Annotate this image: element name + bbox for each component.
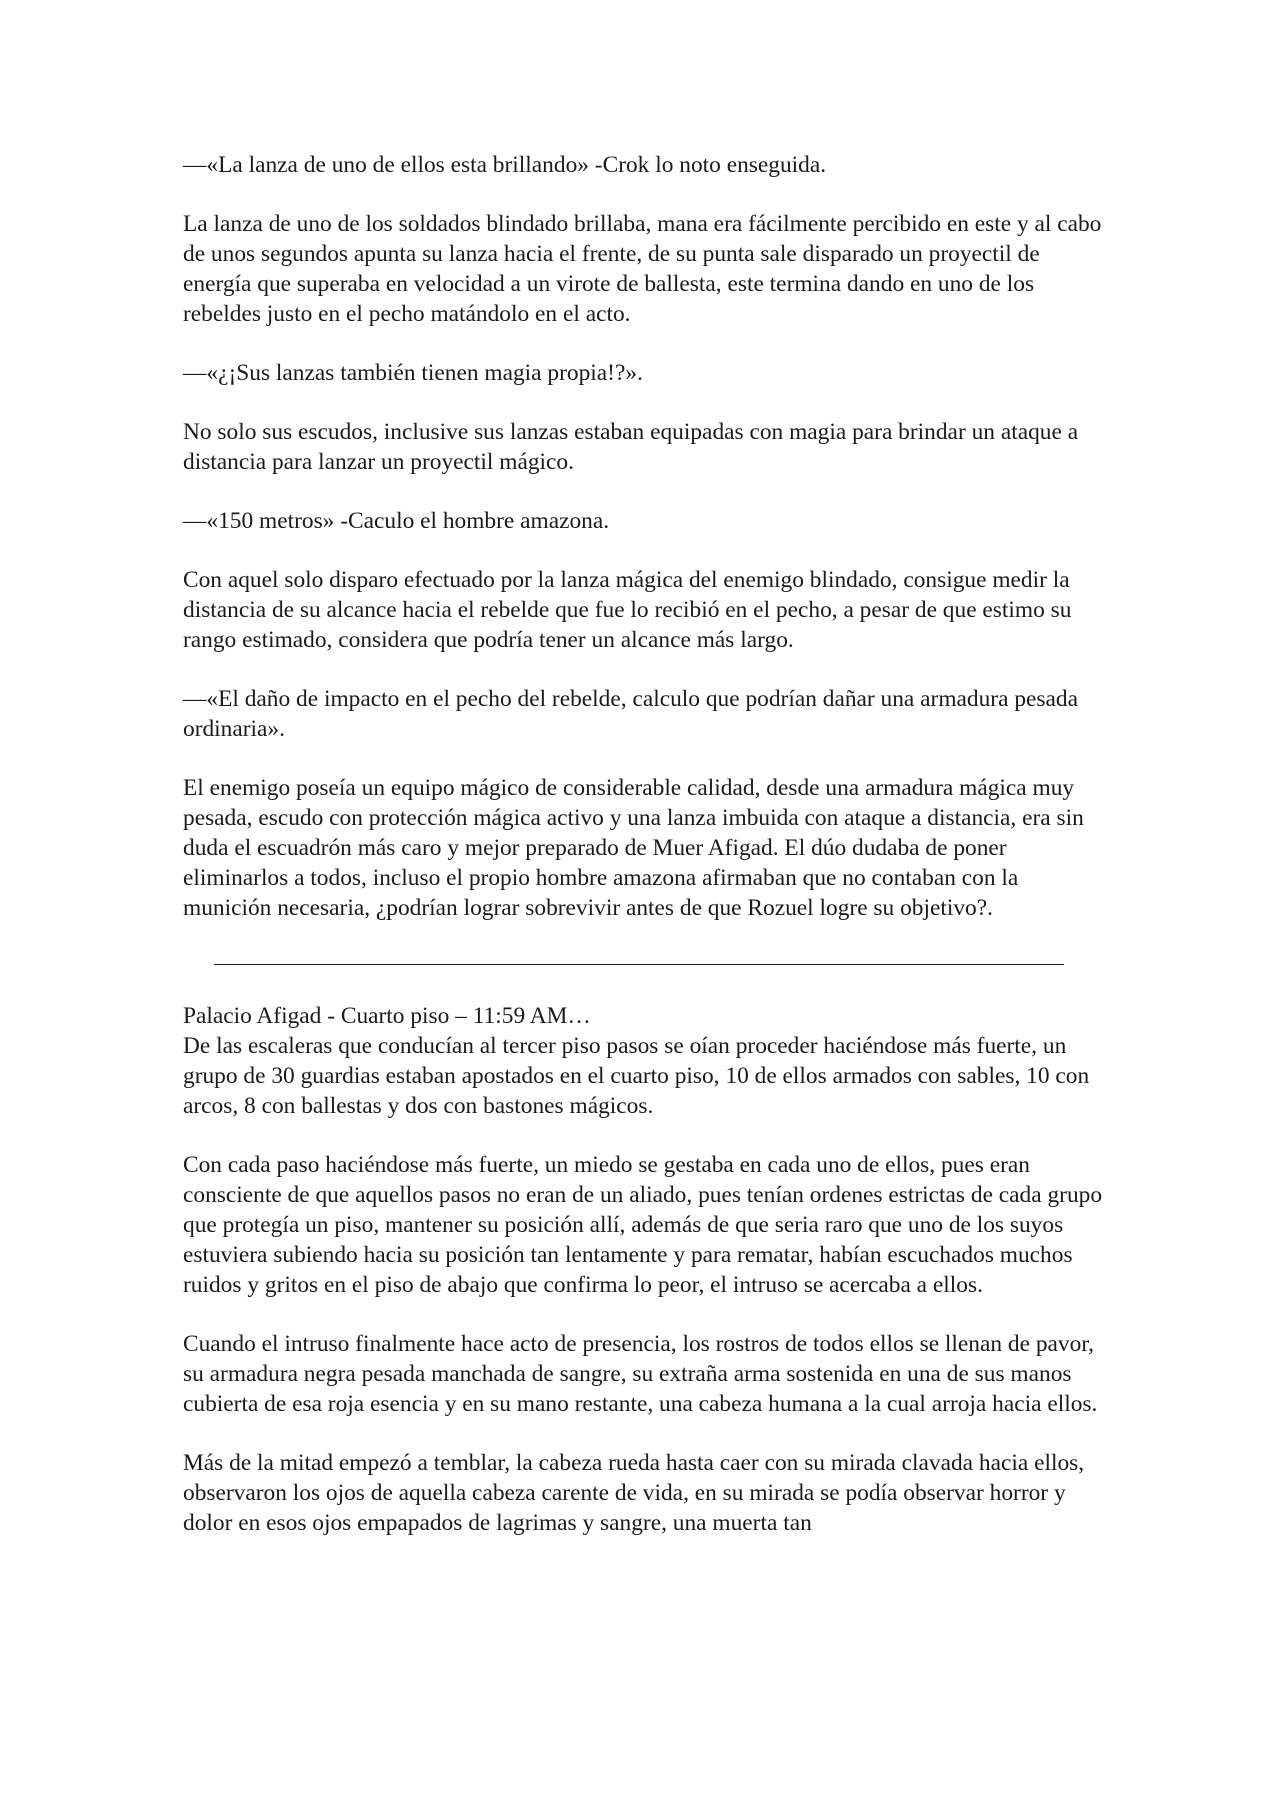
narrative-paragraph: Con cada paso haciéndose más fuerte, un miedo se gestaba en cada uno de ellos, pues eran consciente de que aquellos pasos no eran de un aliado, pues tenían ordenes estrictas de cada grupo que protegía un piso, mantener su posición allí, además de que seria raro que uno de los suyos estuviera subiendo hacia su posición tan lentamente y para rematar, habían escuchados muchos ruidos y gritos en el piso de abajo que confirma lo peor, el intruso se acercaba a ellos.: [183, 1152, 1103, 1298]
scene-heading: Palacio Afigad - Cuarto piso – 11:59 AM…: [183, 1003, 591, 1029]
section-divider: [214, 964, 1064, 965]
narrative-paragraph: El enemigo poseía un equipo mágico de considerable calidad, desde una armadura mágica muy pesada, escudo con protección mágica activo y una lanza imbuida con ataque a distancia, era sin duda el escuadrón más caro y mejor preparado de Muer Afigad. El dúo dudaba de poner eliminarlos a todos, incluso el propio hombre amazona afirmaban que no contaban con la munición necesaria, ¿podrían lograr sobrevivir antes de que Rozuel logre su objetivo?.: [183, 775, 1084, 921]
narrative-paragraph: De las escaleras que conducían al tercer piso pasos se oían proceder haciéndose más fuerte, un grupo de 30 guardias estaban apostados en el cuarto piso, 10 de ellos armados con sables, 10 con arcos, 8 con ballestas y dos con bastones mágicos.: [183, 1033, 1090, 1119]
narrative-paragraph: Más de la mitad empezó a temblar, la cabeza rueda hasta caer con su mirada clavada hacia ellos, observaron los ojos de aquella cabeza carente de vida, en su mirada se podía observar horror y dolor en esos ojos empapados de lagrimas y sangre, una muerta tan: [183, 1450, 1085, 1536]
narrative-paragraph: Con aquel solo disparo efectuado por la lanza mágica del enemigo blindado, consigue medir la distancia de su alcance hacia el rebelde que fue lo recibió en el pecho, a pesar de que estimo su rango estimado, considera que podría tener un alcance más largo.: [183, 567, 1072, 653]
narrative-paragraph: Cuando el intruso finalmente hace acto de presencia, los rostros de todos ellos se llenan de pavor, su armadura negra pesada manchada de sangre, su extraña arma sostenida en una de sus manos cubierta de esa roja esencia y en su mano restante, una cabeza humana a la cual arroja hacia ellos.: [183, 1331, 1098, 1417]
narrative-paragraph: No solo sus escudos, inclusive sus lanzas estaban equipadas con magia para brindar un ataque a distancia para lanzar un proyectil mágico.: [183, 419, 1079, 475]
dialogue-line: —«¿¡Sus lanzas también tienen magia propia!?».: [183, 360, 643, 386]
document-body: [183, 150, 1103, 1538]
dialogue-line: —«La lanza de uno de ellos esta brillando» -Crok lo noto enseguida.: [183, 152, 827, 178]
narrative-paragraph: La lanza de uno de los soldados blindado brillaba, mana era fácilmente percibido en este y al cabo de unos segundos apunta su lanza hacia el frente, de su punta sale disparado un proyectil de energía que superaba en velocidad a un virote de ballesta, este termina dando en uno de los rebeldes justo en el pecho matándolo en el acto.: [183, 211, 1102, 327]
dialogue-line: —«150 metros» -Caculo el hombre amazona.: [183, 508, 610, 534]
dialogue-line: —«El daño de impacto en el pecho del rebelde, calculo que podrían dañar una armadura pesada ordinaria».: [183, 686, 1078, 742]
